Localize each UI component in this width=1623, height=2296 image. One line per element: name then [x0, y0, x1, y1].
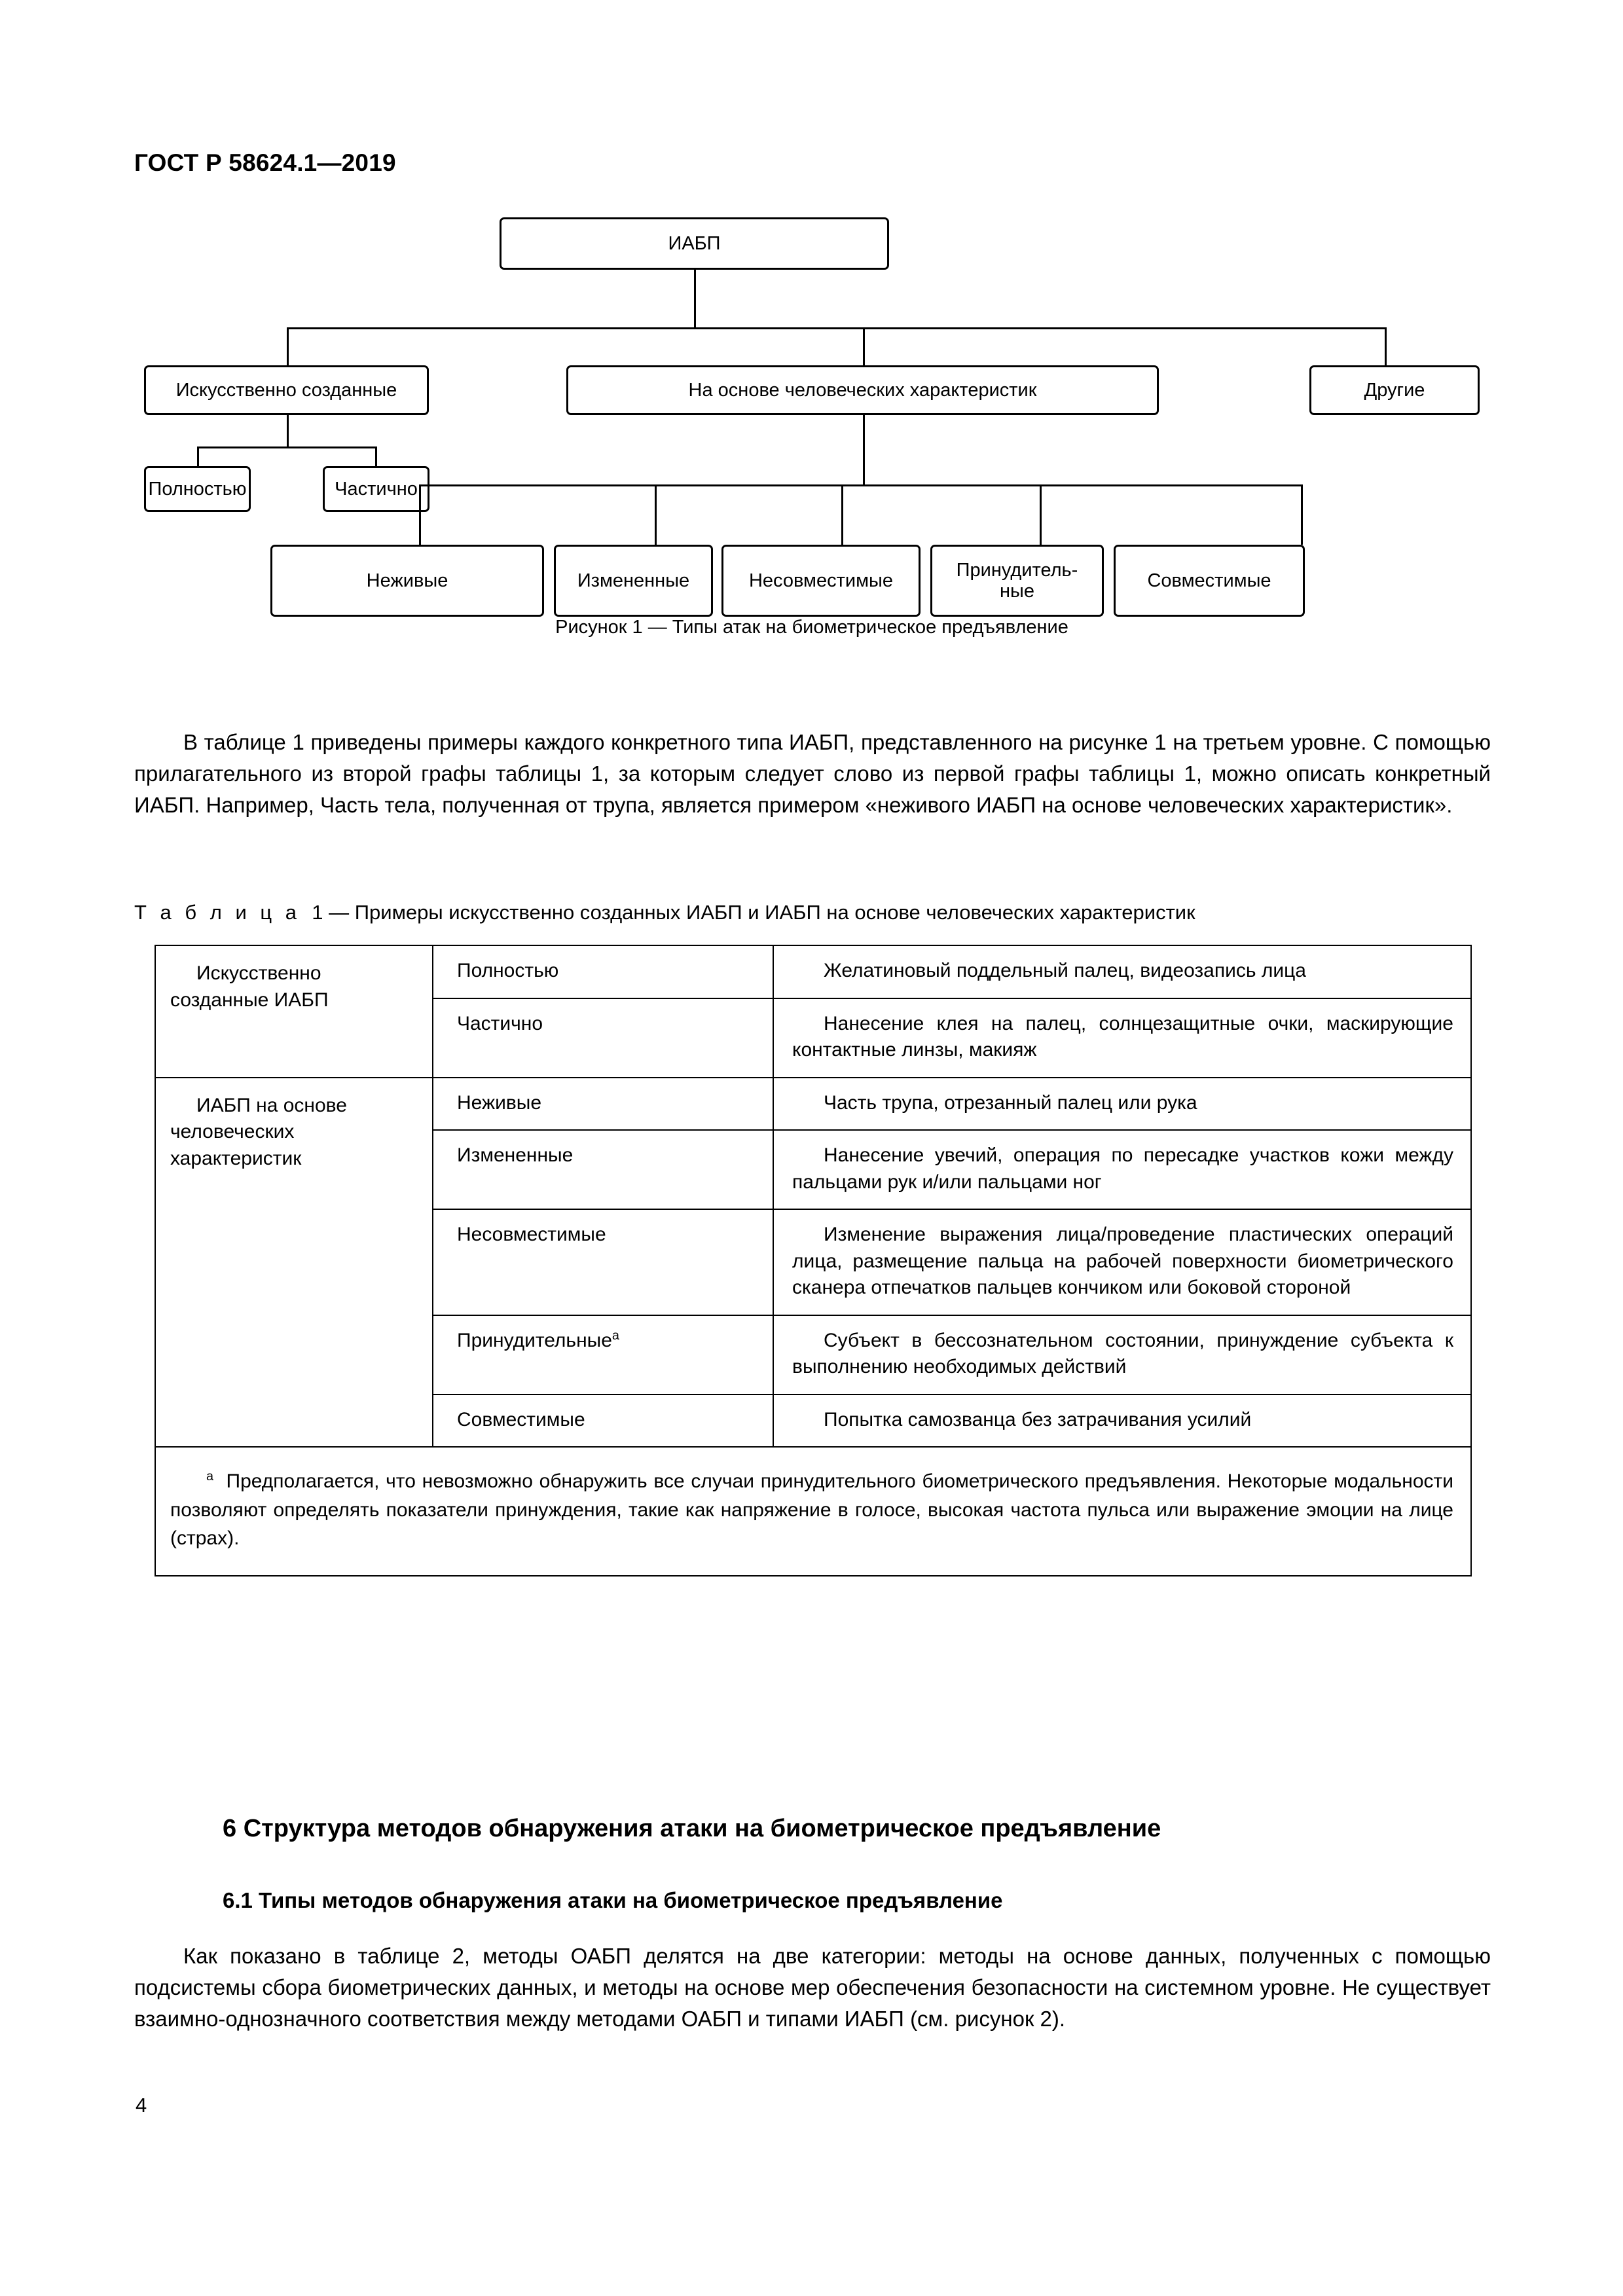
connector-artificial-bus: [197, 446, 377, 448]
table-cell-example: Попытка самозванца без затрачивания усилий: [773, 1394, 1471, 1448]
connector-human-bus: [419, 484, 1303, 486]
footnote-text: Предполагается, что невозможно обнаружить все случаи принудительного биометрического предъявления. Некоторые модальности позволяют определять показатели принуждения, такие как напряжение в голосе, высокая частота пульса или выражение эмоции на лице (страх).: [170, 1470, 1454, 1549]
diagram-node-other-label: Другие: [1364, 379, 1425, 401]
diagram-node-artificial-label: Искусственно созданные: [175, 379, 397, 401]
table-cell-kind: Совместимые: [433, 1394, 773, 1448]
heading-section-6: 6 Структура методов обнаружения атаки на биометрическое предъявление: [223, 1815, 1161, 1842]
footnote-marker-superscript: a: [611, 1328, 619, 1343]
diagram-node-lifeless: [270, 545, 544, 617]
diagram-node-artificial: [144, 365, 429, 415]
diagram-node-root-label: ИАБП: [668, 232, 721, 254]
table-row: [155, 1078, 1471, 1131]
table-cell-category-human: ИАБП на основе человеческих характеристик: [155, 1078, 433, 1448]
connector-human-drop-3: [841, 484, 843, 545]
table-cell-kind: Полностью: [433, 945, 773, 998]
footnote-marker: a: [206, 1469, 214, 1484]
standard-header: ГОСТ Р 58624.1—2019: [134, 149, 396, 176]
table-cell-example: Желатиновый поддельный палец, видеозапись лица: [773, 945, 1471, 998]
diagram-node-altered-label: Измененные: [577, 570, 690, 591]
connector-artificial-down: [287, 415, 289, 446]
diagram-node-conformant-label: Совместимые: [1147, 570, 1271, 591]
table-footnote-row: [155, 1447, 1471, 1576]
connector-level2-right-drop: [1385, 327, 1387, 365]
table-cell-kind-coerced-text: Принудительные: [457, 1329, 612, 1351]
table-cell-example: Нанесение клея на палец, солнцезащитные очки, маскирующие контактные линзы, макияж: [773, 998, 1471, 1078]
table-footnote: [155, 1447, 1471, 1576]
diagram-node-human-label: На основе человеческих характеристик: [688, 379, 1037, 401]
connector-human-drop-4: [1040, 484, 1042, 545]
diagram-node-coerced: [930, 545, 1104, 617]
connector-level2-mid-drop: [863, 327, 865, 365]
diagram-node-root: [500, 217, 889, 270]
table-cell-example: Нанесение увечий, операция по пересадке участков кожи между пальцами рук и/или пальцами ног: [773, 1130, 1471, 1209]
table-cell-example: Субъект в бессознательном состоянии, принуждение субъекта к выполнению необходимых действий: [773, 1315, 1471, 1394]
table-cell-kind-coerced: [433, 1315, 773, 1394]
connector-human-drop-5: [1301, 484, 1303, 545]
diagram-node-coerced-label-line1: Принудитель-: [956, 559, 1078, 581]
diagram-node-conformant: [1114, 545, 1305, 617]
connector-artificial-left-drop: [197, 446, 199, 466]
table-cell-kind: Неживые: [433, 1078, 773, 1131]
connector-human-down: [863, 415, 865, 484]
paragraph-section-6-1-body: Как показано в таблице 2, методы ОАБП делятся на две категории: методы на основе данных, полученных с помощью подсистемы сбора биометрических данных, и методы на основе мер обеспечения безопасности на системном уровне. Не существует взаимно-однозначного соответствия между методами ОАБП и типами ИАБП (см. рисунок 2).: [134, 1944, 1491, 2031]
diagram-node-human: [566, 365, 1159, 415]
connector-human-drop-2: [655, 484, 657, 545]
table-1: [155, 945, 1472, 1576]
diagram-node-full-label: Полностью: [148, 478, 247, 500]
diagram-node-altered: [554, 545, 713, 617]
table-cell-kind: Несовместимые: [433, 1209, 773, 1315]
table-cell-kind: Частично: [433, 998, 773, 1078]
table-cell-example: Изменение выражения лица/проведение пластических операций лица, размещение пальца на рабочей поверхности биометрического сканера отпечатков пальцев кончиком или боковой стороной: [773, 1209, 1471, 1315]
paragraph-after-figure: В таблице 1 приведены примеры каждого конкретного типа ИАБП, представленного на рисунке 1 на третьем уровне. С помощью прилагательного из второй графы таблицы 1, за которым следует слово из первой графы таблицы 1, можно описать конкретный ИАБП. Например, Часть тела, полученная от трупа, является примером «неживого ИАБП на основе человеческих характеристик».: [134, 730, 1491, 817]
connector-level2-left-drop: [287, 327, 289, 365]
connector-artificial-right-drop: [375, 446, 377, 466]
connector-human-drop-1: [419, 484, 421, 545]
table-cell-kind: Измененные: [433, 1130, 773, 1209]
table-caption-label: Т а б л и ц а: [134, 901, 301, 924]
table-caption-dash: —: [329, 901, 350, 924]
page-number: 4: [136, 2094, 147, 2117]
diagram-node-partial: [323, 466, 429, 512]
heading-section-6-1: 6.1 Типы методов обнаружения атаки на биометрическое предъявление: [223, 1888, 1003, 1912]
connector-root-down: [694, 270, 696, 327]
diagram-node-nonconformant-label: Несовместимые: [748, 570, 894, 591]
figure-1-diagram: [134, 216, 1489, 648]
diagram-node-nonconformant: [721, 545, 921, 617]
connector-level2-bus: [287, 327, 1387, 329]
table-cell-example: Часть трупа, отрезанный палец или рука: [773, 1078, 1471, 1131]
diagram-node-full: [144, 466, 251, 512]
diagram-node-other: [1309, 365, 1480, 415]
table-caption-text: Примеры искусственно созданных ИАБП и ИАБП на основе человеческих характеристик: [354, 901, 1195, 924]
diagram-node-lifeless-label: Неживые: [366, 570, 448, 591]
table-row: [155, 945, 1471, 998]
figure-1-caption: Рисунок 1 — Типы атак на биометрическое предъявление: [555, 617, 1068, 638]
table-1-caption: [134, 901, 1195, 924]
table-cell-category-artificial: Искусственно созданные ИАБП: [155, 945, 433, 1078]
diagram-node-coerced-label-line2: ные: [1000, 581, 1034, 602]
table-caption-number: 1: [312, 901, 323, 924]
diagram-node-partial-label: Частично: [335, 478, 418, 500]
